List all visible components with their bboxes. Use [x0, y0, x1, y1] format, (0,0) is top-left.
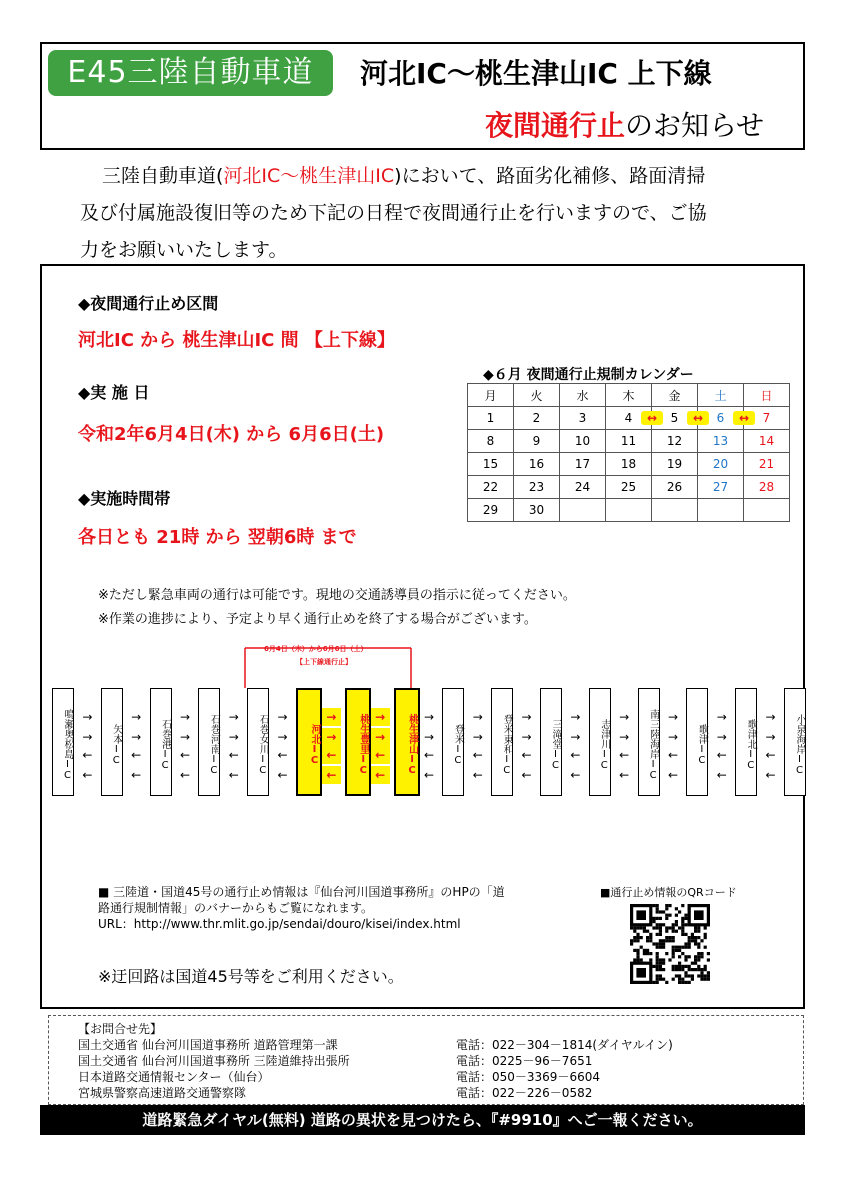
- info-line: 路通行規制情報」のバナーからもご覧になれます。: [98, 901, 374, 915]
- calendar-day-number: 9: [532, 434, 541, 448]
- closure-value: 河北IC から 桃生津山IC 間 【上下線】: [78, 330, 395, 351]
- page-subtitle: [485, 104, 764, 144]
- calendar-day-number: 20: [712, 457, 729, 471]
- contact-row: [78, 1084, 738, 1100]
- calendar-day: [698, 453, 744, 476]
- calendar-day-number: 22: [482, 480, 499, 494]
- road-link: [273, 688, 292, 796]
- title-emphasis: 夜間通行止: [485, 109, 626, 142]
- calendar-day-number: 5: [670, 411, 679, 425]
- period-label: 6月4日（木）から6月6日（土）: [264, 645, 368, 653]
- road-link: [468, 688, 487, 796]
- calendar-dow: 水: [560, 384, 606, 407]
- calendar-day: [652, 453, 698, 476]
- calendar-day: [652, 476, 698, 499]
- arrow-northbound: →: [371, 728, 390, 746]
- calendar-day: [744, 499, 790, 522]
- arrow-northbound: →: [131, 730, 142, 744]
- calendar-day-number: 30: [528, 503, 545, 517]
- calendar-dow: 土: [698, 384, 744, 407]
- road-link: [420, 688, 439, 796]
- calendar-day-number: 29: [482, 503, 499, 517]
- arrow-southbound: ←: [570, 768, 581, 782]
- calendar-day: [468, 453, 514, 476]
- arrow-southbound: ←: [371, 746, 390, 764]
- arrow-northbound: →: [131, 710, 142, 724]
- arrow-southbound: ←: [521, 768, 532, 782]
- arrow-northbound: →: [322, 708, 341, 726]
- info-text: [98, 884, 578, 932]
- calendar-day: [744, 453, 790, 476]
- calendar-day: [514, 407, 560, 430]
- calendar-dow: 火: [514, 384, 560, 407]
- calendar-day-number: 15: [482, 457, 499, 471]
- contact-phone[interactable]: 電話：050－3369－6604: [456, 1070, 600, 1084]
- arrow-northbound: →: [716, 730, 727, 744]
- period-label-sub: 【上下線通行止】: [296, 658, 352, 666]
- arrow-northbound: →: [423, 730, 435, 744]
- calendar-day-number: 1: [486, 411, 495, 425]
- interchange-box: 矢本IC: [101, 688, 123, 796]
- calendar-day-number: 8: [486, 434, 495, 448]
- arrow-northbound: →: [179, 710, 191, 724]
- calendar-day: [468, 430, 514, 453]
- calendar-day: [606, 407, 658, 430]
- arrow-northbound: →: [228, 710, 239, 724]
- calendar-day: [560, 407, 606, 430]
- road-link: [127, 688, 146, 796]
- calendar-day-number: 25: [620, 480, 637, 494]
- contact-row: [78, 1052, 738, 1068]
- arrow-northbound: →: [179, 730, 191, 744]
- calendar-day-number: 17: [574, 457, 591, 471]
- interchange-box: 桃生津山IC: [394, 688, 420, 796]
- calendar-day: [698, 476, 744, 499]
- intro-text: )において、路面劣化補修、路面清掃: [394, 165, 706, 187]
- calendar-dow: 木: [606, 384, 652, 407]
- date-heading: ◆実 施 日: [78, 383, 150, 402]
- contact-org: 国土交通省 仙台河川国道事務所 道路管理第一課: [78, 1038, 338, 1052]
- title-suffix: のお知らせ: [625, 109, 765, 142]
- road-link: [712, 688, 731, 796]
- note-emergency: ※ただし緊急車両の通行は可能です。現地の交通誘導員の指示に従ってください。: [98, 588, 576, 603]
- calendar-day-number: 27: [712, 480, 729, 494]
- calendar-day: [744, 430, 790, 453]
- arrow-northbound: →: [82, 710, 93, 724]
- road-link: [664, 688, 683, 796]
- arrow-southbound: ←: [472, 768, 483, 782]
- page-title: 河北IC～桃生津山IC 上下線: [360, 57, 712, 90]
- calendar-day: [514, 453, 560, 476]
- arrow-northbound: →: [521, 710, 532, 724]
- arrow-southbound: ←: [82, 748, 93, 762]
- calendar-day-number: 19: [666, 457, 683, 471]
- calendar-day: [606, 476, 652, 499]
- calendar-day: [698, 499, 744, 522]
- qr-label: ■通行止め情報のQRコード: [600, 886, 737, 899]
- contact-row: [78, 1068, 738, 1084]
- interchange-box: 三滝堂IC: [540, 688, 562, 796]
- calendar-day-number: 11: [620, 434, 637, 448]
- calendar-day-number: 6: [716, 411, 725, 425]
- arrow-southbound: ←: [472, 748, 483, 762]
- interchange-box: 歌津IC: [686, 688, 708, 796]
- time-heading: ◆実施時間帯: [78, 489, 171, 508]
- interchange-box: 石巻河南IC: [198, 688, 220, 796]
- arrow-northbound: →: [619, 730, 630, 744]
- arrow-northbound: →: [277, 710, 288, 724]
- contact-row: [78, 1036, 738, 1052]
- calendar-day: [606, 453, 652, 476]
- calendar-day-number: 4: [624, 411, 633, 425]
- intro-paragraph: [80, 158, 780, 269]
- calendar-day: [468, 499, 514, 522]
- calendar-day-number: 16: [528, 457, 545, 471]
- contact-list: [78, 1036, 738, 1100]
- arrow-northbound: →: [82, 730, 93, 744]
- date-value: 令和2年6月4日(木) から 6月6日(土): [78, 424, 385, 445]
- calendar-day-number: 24: [574, 480, 591, 494]
- arrow-northbound: →: [570, 710, 581, 724]
- arrow-northbound: →: [765, 710, 776, 724]
- interchange-box: 歌津北IC: [735, 688, 757, 796]
- intro-line: 及び付属施設復旧等のため下記の日程で夜間通行止を行いますので、ご協: [80, 202, 707, 224]
- arrow-northbound: →: [667, 710, 679, 724]
- arrow-southbound: ←: [322, 766, 341, 784]
- interchange-box: 河北IC: [296, 688, 322, 796]
- route-badge: E45三陸自動車道: [48, 50, 333, 96]
- arrow-southbound: ←: [667, 748, 679, 762]
- road-link: [371, 688, 390, 796]
- arrow-northbound: →: [322, 728, 341, 746]
- contact-org: 日本道路交通情報センター（仙台）: [78, 1070, 270, 1084]
- qr-code[interactable]: [630, 904, 710, 984]
- arrow-northbound: →: [619, 710, 630, 724]
- arrow-southbound: ←: [716, 748, 727, 762]
- arrow-northbound: →: [570, 730, 581, 744]
- contact-org: 宮城県警察高速道路交通警察隊: [78, 1086, 247, 1100]
- arrow-northbound: →: [228, 730, 239, 744]
- contact-phone[interactable]: 電話：0225－96－7651: [456, 1054, 593, 1068]
- calendar-day-number: 28: [758, 480, 775, 494]
- arrow-southbound: ←: [131, 768, 142, 782]
- calendar-dow: 金: [652, 384, 698, 407]
- arrow-southbound: ←: [619, 748, 630, 762]
- arrow-southbound: ←: [322, 746, 341, 764]
- calendar-day: [468, 476, 514, 499]
- road-link: [615, 688, 634, 796]
- contact-phone[interactable]: 電話：022－226－0582: [456, 1086, 593, 1100]
- calendar-day: [560, 430, 606, 453]
- arrow-southbound: ←: [228, 768, 239, 782]
- arrow-southbound: ←: [765, 768, 776, 782]
- calendar-day-number: 7: [762, 411, 771, 425]
- intro-section: 河北IC～桃生津山IC: [223, 165, 395, 187]
- arrow-northbound: →: [472, 730, 483, 744]
- closure-calendar: [467, 383, 790, 522]
- calendar-day: [560, 476, 606, 499]
- contact-phone[interactable]: 電話：022－304－1814(ダイヤルイン): [456, 1038, 673, 1052]
- calendar-day: [514, 430, 560, 453]
- calendar-day-number: 2: [532, 411, 541, 425]
- info-line: ■ 三陸道・国道45号の通行止め情報は『仙台河川国道事務所』のHPの「道: [98, 885, 505, 899]
- arrow-southbound: ←: [277, 748, 288, 762]
- closure-arrow-mark: ↔: [733, 411, 755, 425]
- interchange-box: 登米IC: [442, 688, 464, 796]
- contact-heading: 【お問合せ先】: [78, 1022, 163, 1036]
- arrow-southbound: ←: [667, 768, 679, 782]
- road-link: [761, 688, 780, 796]
- intro-text: 三陸自動車道(: [102, 165, 224, 187]
- road-link: [78, 688, 97, 796]
- arrow-southbound: ←: [765, 748, 776, 762]
- interchange-box: 桃生豊里IC: [345, 688, 371, 796]
- calendar-day-number: 13: [712, 434, 729, 448]
- intro-line: 力をお願いいたします。: [80, 239, 288, 261]
- calendar-day-number: 26: [666, 480, 683, 494]
- calendar-title: ◆６月 夜間通行止規制カレンダー: [483, 367, 694, 383]
- note-early-end: ※作業の進捗により、予定より早く通行止めを終了する場合がございます。: [98, 612, 537, 627]
- calendar-day-number: 12: [666, 434, 683, 448]
- arrow-southbound: ←: [521, 748, 532, 762]
- arrow-southbound: ←: [371, 766, 390, 784]
- arrow-southbound: ←: [619, 768, 630, 782]
- calendar-day-number: 3: [578, 411, 587, 425]
- hotline-banner: 道路緊急ダイヤル(無料) 道路の異状を見つけたら、『#9910』へご一報ください。: [40, 1105, 805, 1135]
- contact-org: 国土交通省 仙台河川国道事務所 三陸道維持出張所: [78, 1054, 350, 1068]
- calendar-day-number: 18: [620, 457, 637, 471]
- arrow-southbound: ←: [179, 768, 191, 782]
- route-diagram: [44, 640, 804, 810]
- arrow-northbound: →: [667, 730, 679, 744]
- road-link: [176, 688, 195, 796]
- road-link: [566, 688, 585, 796]
- interchange-box: 石巻港IC: [150, 688, 172, 796]
- arrow-southbound: ←: [423, 748, 435, 762]
- calendar-day-number: 14: [758, 434, 775, 448]
- interchange-box: 南三陸海岸IC: [638, 688, 660, 796]
- road-link: [517, 688, 536, 796]
- arrow-southbound: ←: [423, 768, 435, 782]
- arrow-southbound: ←: [179, 748, 191, 762]
- closure-arrow-mark: ↔: [687, 411, 709, 425]
- arrow-southbound: ←: [228, 748, 239, 762]
- arrow-northbound: →: [472, 710, 483, 724]
- arrow-northbound: →: [765, 730, 776, 744]
- arrow-northbound: →: [277, 730, 288, 744]
- interchange-box: 登米東和IC: [491, 688, 513, 796]
- arrow-northbound: →: [371, 708, 390, 726]
- arrow-southbound: ←: [277, 768, 288, 782]
- calendar-day: [606, 430, 652, 453]
- calendar-dow: 月: [468, 384, 514, 407]
- road-link: [224, 688, 243, 796]
- calendar-day-number: 10: [574, 434, 591, 448]
- detour-note: ※迂回路は国道45号等をご利用ください。: [98, 967, 404, 986]
- interchange-box: 石巻女川IC: [247, 688, 269, 796]
- time-value: 各日とも 21時 から 翌朝6時 まで: [78, 527, 357, 548]
- calendar-day: [652, 430, 698, 453]
- calendar-day: [606, 499, 652, 522]
- calendar-day-number: 21: [758, 457, 775, 471]
- diagram-track: [44, 640, 804, 810]
- calendar-day: [560, 499, 606, 522]
- arrow-southbound: ←: [716, 768, 727, 782]
- interchange-box: 小泉海岸IC: [784, 688, 806, 796]
- info-url[interactable]: URL：http://www.thr.mlit.go.jp/sendai/douro/kisei/index.html: [98, 917, 461, 931]
- arrow-southbound: ←: [131, 748, 142, 762]
- arrow-southbound: ←: [570, 748, 581, 762]
- calendar-dow: 日: [744, 384, 790, 407]
- arrow-northbound: →: [521, 730, 532, 744]
- closure-arrow-mark: ↔: [641, 411, 663, 425]
- closure-heading: ◆夜間通行止め区間: [78, 294, 219, 313]
- calendar-day: [698, 430, 744, 453]
- calendar-day: [744, 476, 790, 499]
- road-link: [322, 688, 341, 796]
- calendar-day: [468, 407, 514, 430]
- arrow-southbound: ←: [82, 768, 93, 782]
- calendar-day: [514, 476, 560, 499]
- interchange-box: 志津川IC: [589, 688, 611, 796]
- arrow-northbound: →: [716, 710, 727, 724]
- calendar-day: [560, 453, 606, 476]
- interchange-box: 鳴瀬奥松島IC: [52, 688, 74, 796]
- calendar-day: [514, 499, 560, 522]
- calendar-day-number: 23: [528, 480, 545, 494]
- arrow-northbound: →: [423, 710, 435, 724]
- calendar-day: [652, 499, 698, 522]
